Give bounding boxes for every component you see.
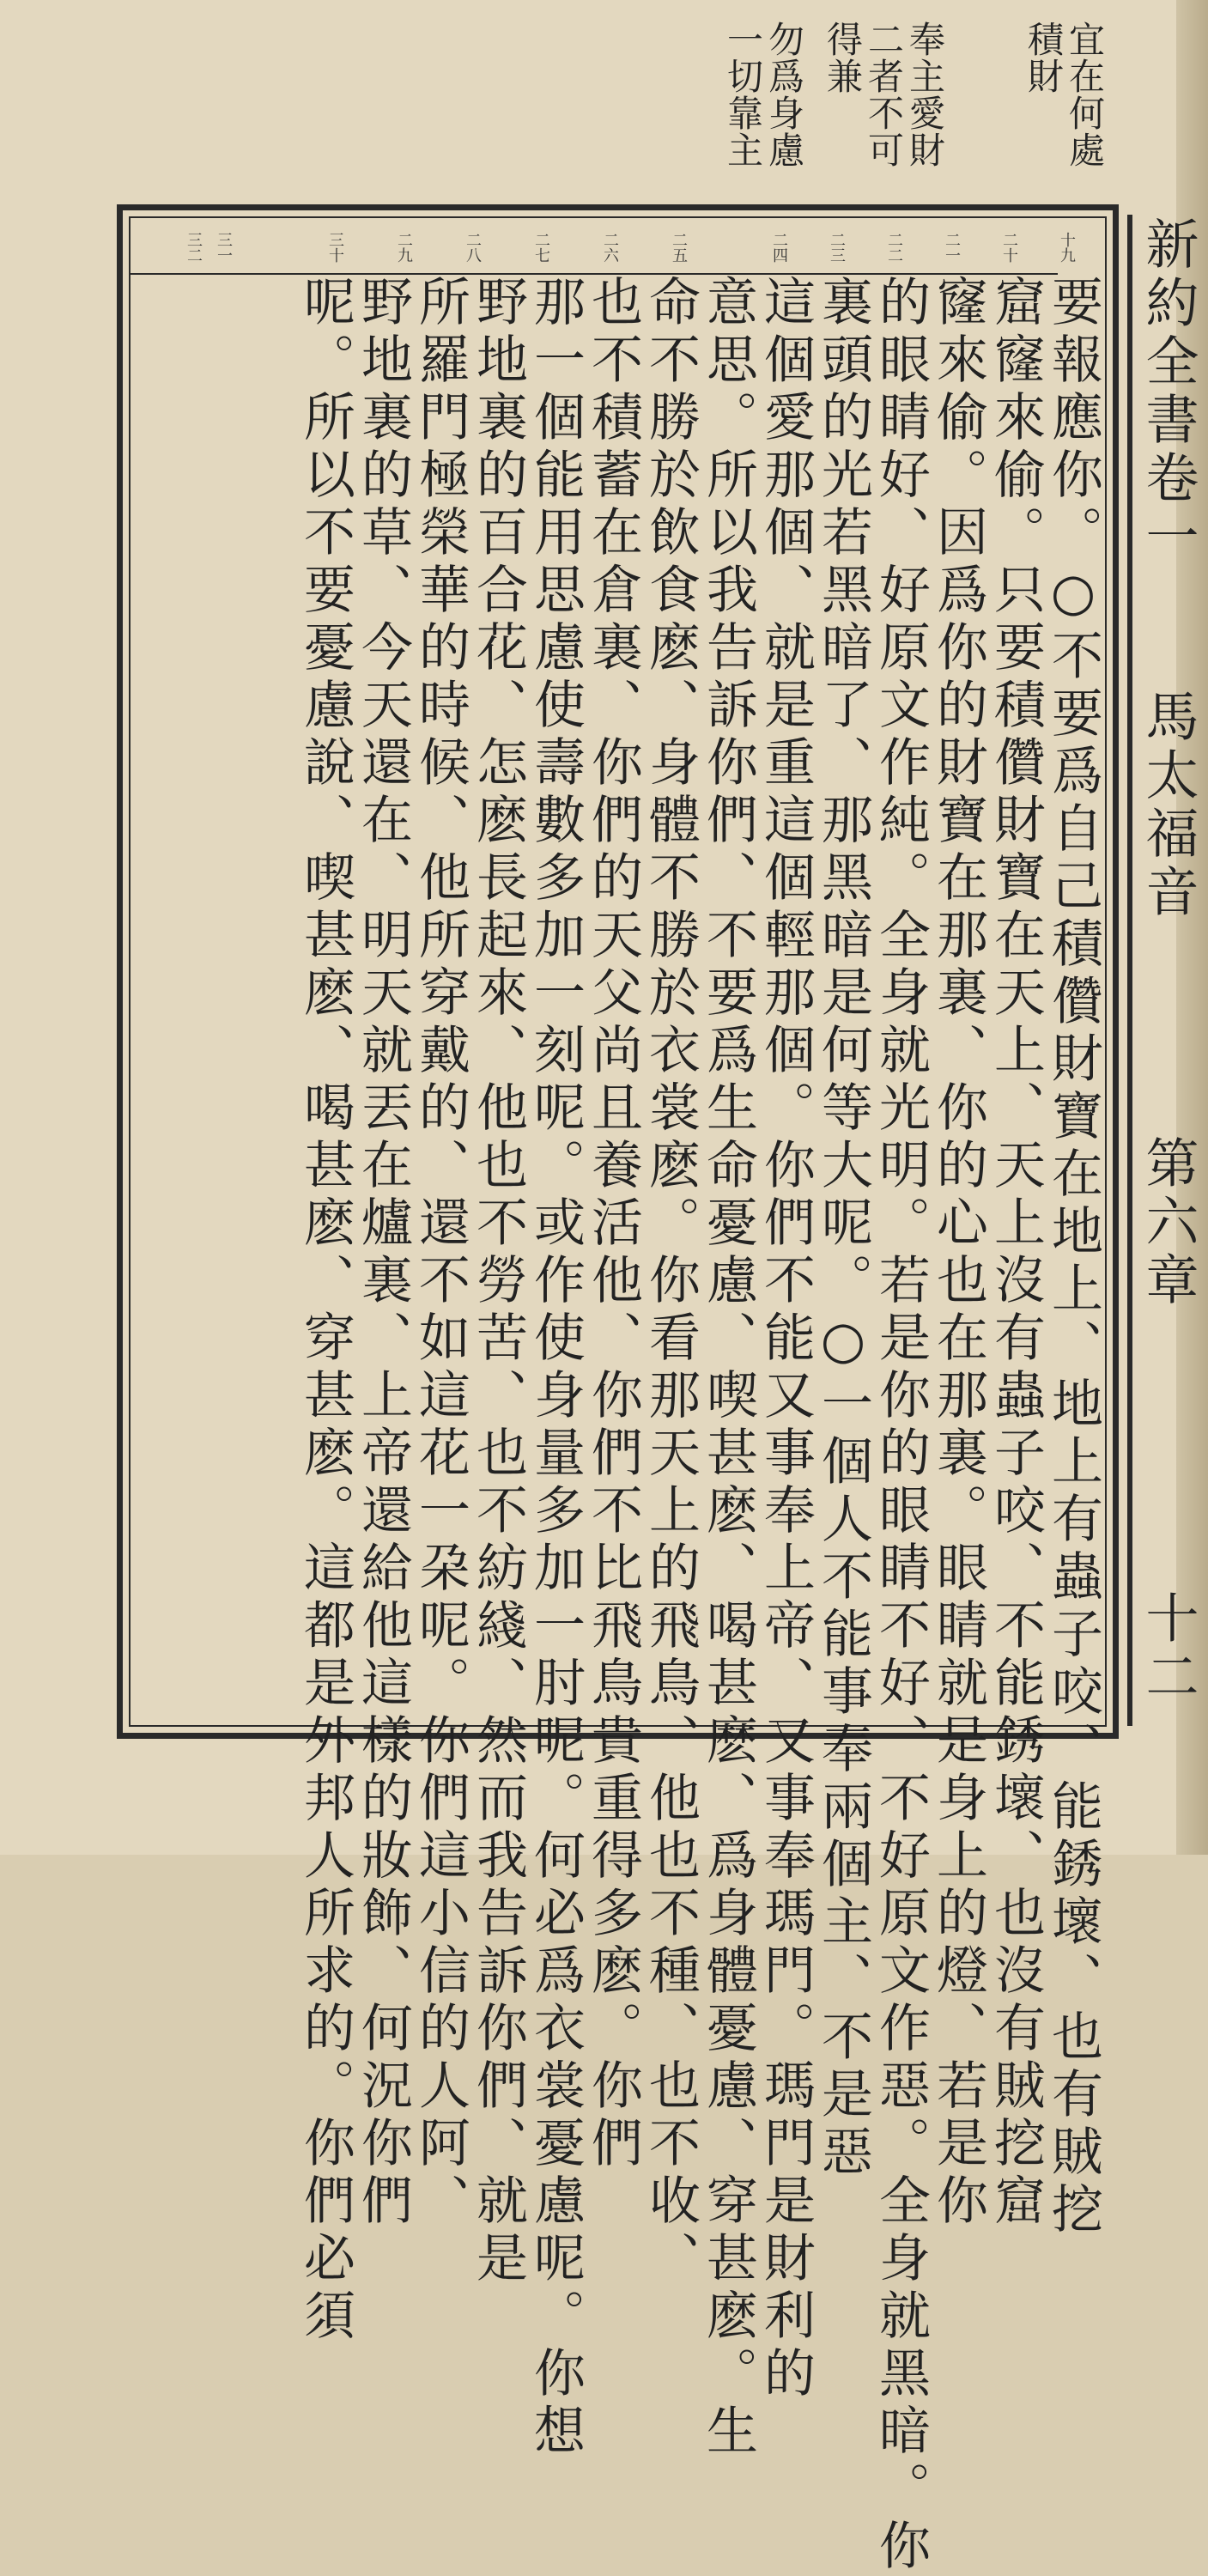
marginal-note-line: 二者不可 xyxy=(863,21,905,168)
scripture-text xyxy=(295,275,1103,2576)
verse-number: 二九 xyxy=(395,232,413,263)
text-column: 命不勝於飲食麽、身體不勝於衣裳麽。你看那天上的飛鳥、他也不種、也不收、 xyxy=(640,275,701,2288)
marginal-note-1 xyxy=(1023,21,1105,201)
marginal-note-2 xyxy=(822,21,945,201)
marginal-note-line: 奉主愛財 xyxy=(904,21,946,168)
verse-number: 二六 xyxy=(601,232,619,263)
text-column: 裏頭的光若黑暗了、那黑暗是何等大呢。○一個人不能事奉兩個主、不是惡 xyxy=(813,275,873,2182)
text-column: 的眼睛好、好原文作純。全身就光明。若是你的眼睛不好、不好原文作惡。全身就黑暗。你 xyxy=(871,275,931,2576)
header-rule xyxy=(1127,215,1132,1726)
verse-number: 二八 xyxy=(464,232,482,263)
verse-number: 二四 xyxy=(770,232,788,263)
verse-number: 三一 xyxy=(215,232,233,263)
text-column: 野地裏的百合花、怎麽長起來、他也不勞苦、也不紡綫、然而我告訴你們、就是 xyxy=(468,275,528,2288)
text-column: 那一個能用思慮使壽數多加一刻呢。或作使身量多加一肘呢。何必爲衣裳憂慮呢。你想 xyxy=(525,275,586,2461)
text-column: 也不積蓄在倉裏、你們的天父尚且養活他、你們不比飛鳥貴重得多麽。你們 xyxy=(583,275,643,2173)
verse-number: 二三 xyxy=(828,232,846,263)
running-header xyxy=(1137,216,1199,1728)
page-number: 十二 xyxy=(1137,1590,1199,1707)
gospel-name: 馬太福音 xyxy=(1137,689,1199,922)
verse-number: 三十 xyxy=(326,232,344,263)
verse-number: 二二 xyxy=(885,232,903,263)
marginal-note-3 xyxy=(722,21,804,201)
text-column: 所羅門極榮華的時候、他所穿戴的、還不如這花一朶呢。你們這小信的人阿、 xyxy=(410,275,470,2231)
verse-number: 二五 xyxy=(670,232,688,263)
marginal-note-line: 勿爲身慮 xyxy=(763,21,805,168)
book-title: 新約全書卷一 xyxy=(1137,216,1199,567)
text-column: 要報應你。○不要爲自己積儹財寶在地上、地上有蟲子咬、能銹壞、也有賊挖 xyxy=(1043,275,1103,2239)
text-column: 窿來偷。因爲你的財寶在那裏、你的心也在那裏。眼睛就是身上的燈、若是你 xyxy=(928,275,988,2231)
verse-number: 二七 xyxy=(532,232,550,263)
text-column: 意思。所以我告訴你們、不要爲生命憂慮、喫甚麽、喝甚麽、爲身體憂慮、穿甚麽。生 xyxy=(698,275,758,2461)
verse-number: 二一 xyxy=(943,232,961,263)
marginal-notes xyxy=(722,21,1105,201)
verse-number: 三二 xyxy=(185,232,203,263)
marginal-note-line: 積財 xyxy=(1023,21,1065,94)
chapter-label: 第六章 xyxy=(1137,1135,1199,1310)
text-column: 呢。所以不要憂慮說、喫甚麽、喝甚麽、穿甚麽。這都是外邦人所求的。你們必須 xyxy=(295,275,355,2346)
marginal-note-line: 得兼 xyxy=(822,21,864,94)
verse-number: 十九 xyxy=(1058,232,1076,263)
text-column: 窟窿來偷。只要積儹財寶在天上、天上沒有蟲子咬、不能銹壞、也沒有賊挖窟 xyxy=(986,275,1046,2231)
text-column: 野地裏的草、今天還在、明天就丟在爐裏、上帝還給他這樣的妝飾、何況你們 xyxy=(353,275,413,2231)
marginal-note-line: 宜在何處 xyxy=(1064,21,1106,168)
marginal-note-line: 一切靠主 xyxy=(722,21,764,168)
verse-number: 二十 xyxy=(1000,232,1018,263)
text-column: 這個愛那個、就是重這個輕那個。你們不能又事奉上帝、又事奉瑪門。瑪門是財利的 xyxy=(756,275,816,2403)
